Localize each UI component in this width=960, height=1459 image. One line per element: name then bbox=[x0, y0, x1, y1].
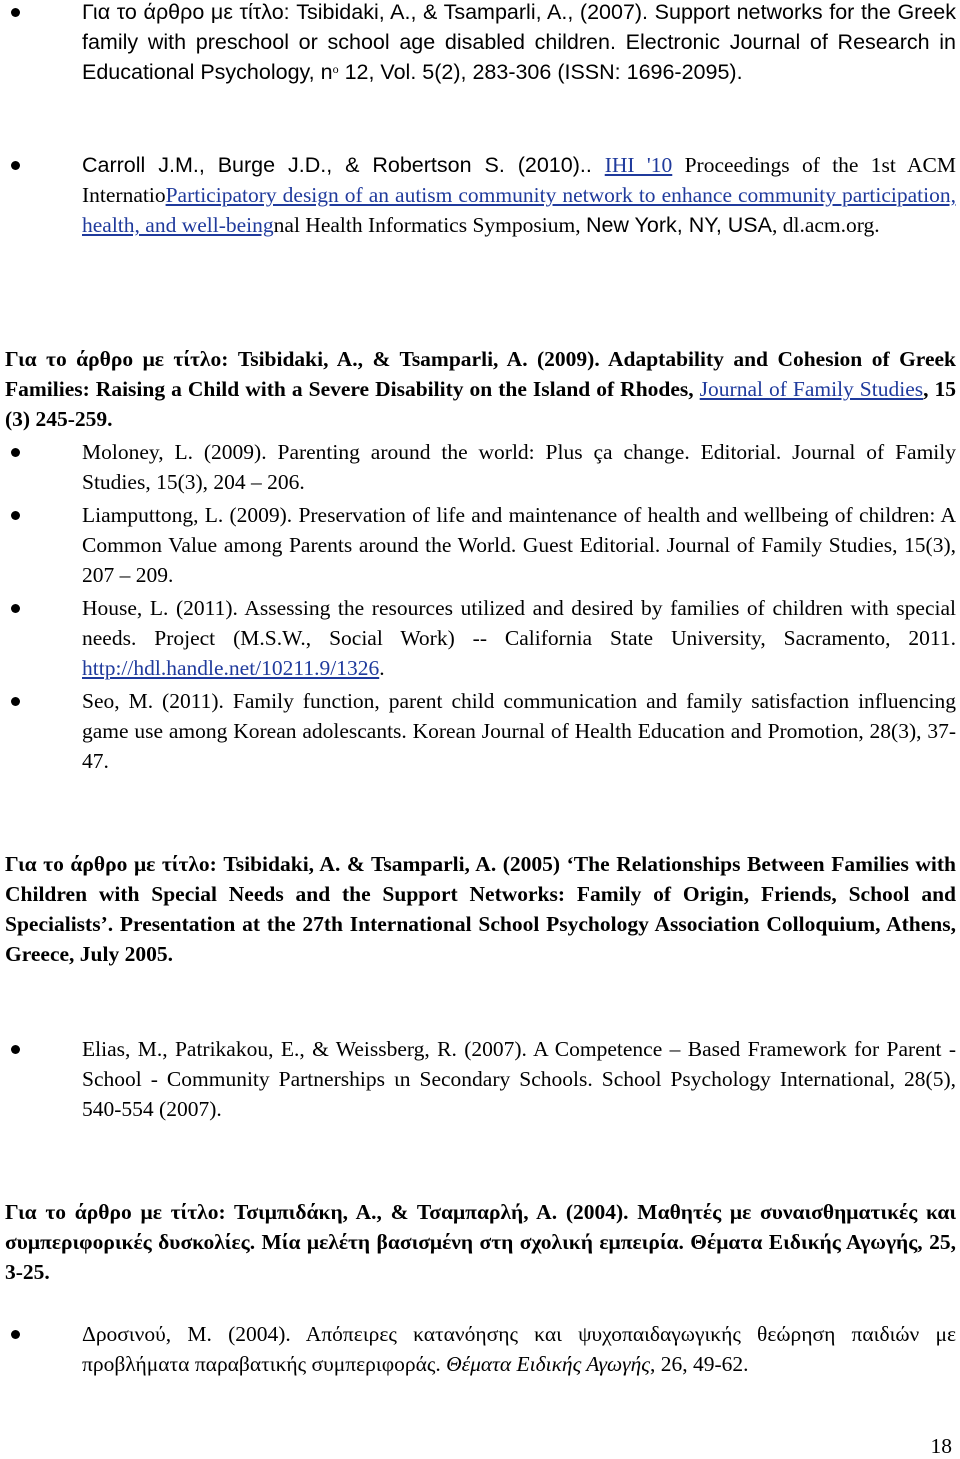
reference-item: Moloney, L. (2009). Parenting around the world: Plus ça change. Editorial. Journal of Family Studies, 15(3), 204 – 206. bbox=[82, 437, 956, 497]
bullet-icon bbox=[11, 1045, 20, 1054]
section-heading: Για το άρθρο με τίτλο: Τσιμπιδάκη, Α., & Τσαμπαρλή, Α. (2004). Μαθητές με συναισθηματικές και συμπεριφορικές δυσκολίες. Μία μελέτη βασισμένη στη σχολική εμπειρία. Θέματα Ειδικής Αγωγής, 25, 3-25. bbox=[5, 1200, 956, 1284]
ihi-link[interactable]: IHI '10 bbox=[604, 153, 673, 177]
page-number: 18 bbox=[930, 1434, 952, 1458]
bullet-icon bbox=[11, 161, 20, 170]
handle-link[interactable]: http://hdl.handle.net/10211.9/1326 bbox=[82, 656, 380, 680]
bullet-icon bbox=[11, 697, 20, 706]
bullet-icon bbox=[11, 604, 20, 613]
reference-item: Elias, M., Patrikakou, E., & Weissberg, R. (2007). A Competence – Based Framework for Parent - School - Community Partnerships ιn Secondary Schools. School Psychology International, 28(5), 540-554 (2007). bbox=[82, 1034, 956, 1124]
bullet-icon bbox=[11, 8, 20, 17]
section-heading: Για το άρθρο με τίτλο: Tsibidaki, A., & Tsamparli, A. (2009). Adaptability and Cohesion of Greek Families: Raising a Child with a Severe Disability on the Island of Rhodes, Journal of Family Studies, 15 (3) 245-259. bbox=[5, 347, 957, 431]
journal-link[interactable]: Journal of Family Studies bbox=[699, 377, 924, 401]
reference-item: Liamputtong, L. (2009). Preservation of life and maintenance of health and wellbeing of children: A Common Value among Parents around the World. Guest Editorial. Journal of Family Studies, 15(3), 207 – 209. bbox=[82, 500, 956, 590]
reference-item: Δροσινού, Μ. (2004). Απόπειρες κατανόησης και ψυχοπαιδαγωγικής θεώρηση παιδιών με προβλήματα παραβατικής συμπεριφοράς. Θέματα Ειδικής Αγωγής, 26, 49-62. bbox=[82, 1319, 956, 1379]
bullet-icon bbox=[11, 511, 20, 520]
reference-item: House, L. (2011). Assessing the resources utilized and desired by families of children with special needs. Project (M.S.W., Social Work) -- California State University, Sacramento, 2011. http://hdl.handle.net/10211.9/1326. bbox=[82, 593, 956, 683]
reference-item: Seo, M. (2011). Family function, parent child communication and family satisfaction influencing game use among Korean adolescants. Korean Journal of Health Education and Promotion, 28(3), 37-47. bbox=[82, 686, 956, 776]
reference-item: Carroll J.M., Burge J.D., & Robertson S. (2010).. IHI '10 Proceedings of the 1st ACM InternatioParticipatory design of an autism community network to enhance community participation, health, and well-beingnal Health Informatics Symposium, New York, NY, USA, dl.acm.org. bbox=[82, 150, 956, 240]
reference-item: Για το άρθρο με τίτλο: Tsibidaki, A., & Tsamparli, A., (2007). Support networks for the Greek family with preschool or school age disabled children. Electronic Journal of Research in Educational Psychology, $n^o$ 12, Vol. 5(2), 283-306 (ISSN: 1696-2095). bbox=[82, 0, 956, 87]
section-heading: Για το άρθρο με τίτλο: Tsibidaki, A. & Tsamparli, A. (2005) ‘The Relationships Between Families with Children with Special Needs and the Support Networks: Family of Origin, Friends, School and Specialists’. Presentation at the 27th International School Psychology Association Colloquium, Athens, Greece, July 2005. bbox=[5, 852, 956, 966]
bullet-icon bbox=[11, 1330, 20, 1339]
participatory-design-link[interactable]: Participatory design of an autism community network to enhance community participation, health, and well-being bbox=[82, 183, 956, 237]
bullet-icon bbox=[11, 448, 20, 457]
